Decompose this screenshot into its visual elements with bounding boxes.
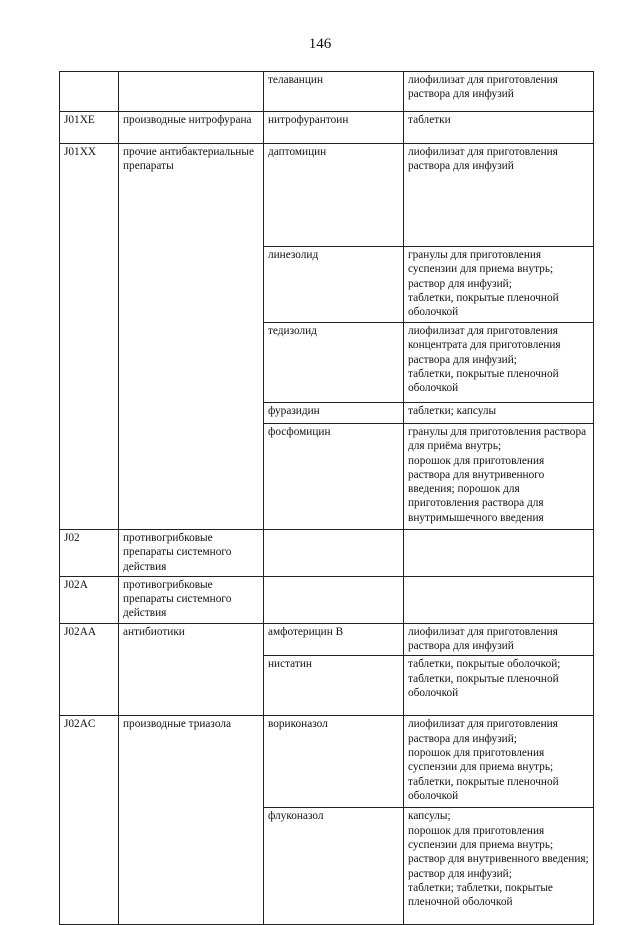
drug-name-cell: линезолид: [264, 247, 404, 323]
group-name-cell: антибиотики: [119, 623, 264, 716]
atc-code-cell: J01XE: [60, 112, 119, 144]
dosage-form-cell: [404, 530, 594, 577]
dosage-form-cell: [404, 576, 594, 623]
dosage-form-cell: лиофилизат для приготовления концентрата для приготовления раствора для инфузий; таблетки, покрытые пленочной оболочкой: [404, 323, 594, 403]
drug-name-cell: фосфомицин: [264, 424, 404, 530]
table-row: [60, 716, 594, 808]
dosage-form-cell: таблетки: [404, 112, 594, 144]
drug-name-cell: нитрофурантоин: [264, 112, 404, 144]
dosage-form-cell: гранулы для приготовления суспензии для приема внутрь; раствор для инфузий; таблетки, покрытые пленочной оболочкой: [404, 247, 594, 323]
table-row: [60, 72, 594, 112]
atc-code-cell: J02AA: [60, 623, 119, 716]
drug-name-cell: даптомицин: [264, 144, 404, 247]
group-name-cell: производные нитрофурана: [119, 112, 264, 144]
atc-code-cell: J02AC: [60, 716, 119, 925]
dosage-form-cell: лиофилизат для приготовления раствора для инфузий: [404, 144, 594, 247]
atc-code-cell: [60, 72, 119, 112]
drug-name-cell: флуконазол: [264, 808, 404, 925]
group-name-cell: [119, 72, 264, 112]
atc-code-cell: J02A: [60, 576, 119, 623]
group-name-cell: противогрибковые препараты системного действия: [119, 530, 264, 577]
atc-code-cell: J01XX: [60, 144, 119, 530]
drug-table: [59, 71, 594, 925]
group-name-cell: производные триазола: [119, 716, 264, 925]
drug-name-cell: вориконазол: [264, 716, 404, 808]
drug-name-cell: телаванцин: [264, 72, 404, 112]
group-name-cell: противогрибковые препараты системного действия: [119, 576, 264, 623]
group-name-cell: прочие антибактериальные препараты: [119, 144, 264, 530]
drug-name-cell: нистатин: [264, 656, 404, 716]
drug-name-cell: фуразидин: [264, 403, 404, 424]
page-number: 146: [308, 36, 332, 52]
dosage-form-cell: лиофилизат для приготовления раствора для инфузий; порошок для приготовления суспензии для приема внутрь; таблетки, покрытые пленочной оболочкой: [404, 716, 594, 808]
drug-table-body: [60, 72, 594, 925]
dosage-form-cell: гранулы для приготовления раствора для приёма внутрь; порошок для приготовления раствора для внутривенного введения; порошок для приготовления раствора для внутримышечного введения: [404, 424, 594, 530]
dosage-form-cell: капсулы; порошок для приготовления суспензии для приема внутрь; раствор для внутривенного введения; раствор для инфузий; таблетки; таблетки, покрытые пленочной оболочкой: [404, 808, 594, 925]
table-row: [60, 530, 594, 577]
drug-name-cell: [264, 530, 404, 577]
drug-name-cell: амфотерицин В: [264, 623, 404, 656]
drug-name-cell: [264, 576, 404, 623]
table-row: [60, 623, 594, 656]
dosage-form-cell: таблетки; капсулы: [404, 403, 594, 424]
dosage-form-cell: таблетки, покрытые оболочкой; таблетки, покрытые пленочной оболочкой: [404, 656, 594, 716]
atc-code-cell: J02: [60, 530, 119, 577]
dosage-form-cell: лиофилизат для приготовления раствора для инфузий: [404, 623, 594, 656]
table-row: [60, 144, 594, 247]
dosage-form-cell: лиофилизат для приготовления раствора для инфузий: [404, 72, 594, 112]
table-row: [60, 112, 594, 144]
table-row: [60, 576, 594, 623]
drug-name-cell: тедизолид: [264, 323, 404, 403]
